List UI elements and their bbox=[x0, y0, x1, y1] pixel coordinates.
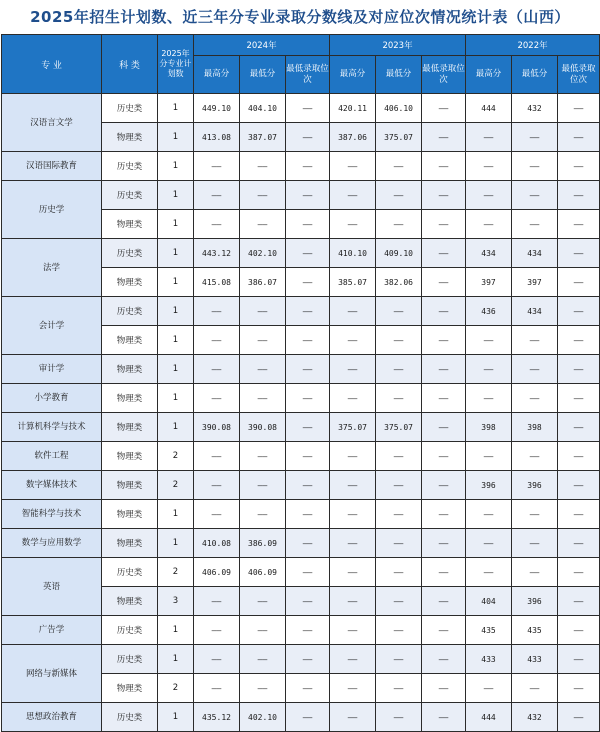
category-cell: 物理类 bbox=[102, 355, 158, 384]
table-row bbox=[2, 471, 600, 500]
table-row bbox=[2, 94, 600, 123]
min-score-cell: —— bbox=[376, 210, 422, 239]
max-score-cell: —— bbox=[330, 181, 376, 210]
page-title: 2025年招生计划数、近三年分专业录取分数线及对应位次情况统计表（山西） bbox=[30, 8, 570, 26]
major-name: 软件工程 bbox=[2, 442, 102, 471]
min-score-cell: 390.08 bbox=[240, 413, 286, 442]
category-cell: 历史类 bbox=[102, 94, 158, 123]
min-rank-cell: —— bbox=[286, 326, 330, 355]
max-score-cell: 434 bbox=[466, 239, 512, 268]
min-score-cell: —— bbox=[376, 297, 422, 326]
max-score-cell: —— bbox=[194, 297, 240, 326]
major-name: 审计学 bbox=[2, 355, 102, 384]
max-score-cell: —— bbox=[330, 616, 376, 645]
min-rank-cell: —— bbox=[286, 181, 330, 210]
min-score-cell: —— bbox=[240, 500, 286, 529]
plan-count-cell: 1 bbox=[158, 616, 194, 645]
plan-count-cell: 1 bbox=[158, 645, 194, 674]
plan-count-cell: 1 bbox=[158, 181, 194, 210]
max-score-cell: 415.08 bbox=[194, 268, 240, 297]
category-cell: 历史类 bbox=[102, 616, 158, 645]
min-rank-cell: —— bbox=[422, 471, 466, 500]
plan-count-cell: 1 bbox=[158, 355, 194, 384]
category-cell: 历史类 bbox=[102, 297, 158, 326]
min-rank-cell: —— bbox=[422, 152, 466, 181]
min-rank-cell: —— bbox=[422, 587, 466, 616]
min-rank-cell: —— bbox=[422, 529, 466, 558]
min-rank-cell: —— bbox=[558, 529, 600, 558]
header-max-score: 最高分 bbox=[330, 56, 376, 94]
max-score-cell: —— bbox=[466, 326, 512, 355]
max-score-cell: 396 bbox=[466, 471, 512, 500]
table-row bbox=[2, 181, 600, 210]
min-rank-cell: —— bbox=[558, 413, 600, 442]
min-rank-cell: —— bbox=[286, 94, 330, 123]
max-score-cell: —— bbox=[330, 442, 376, 471]
table-row bbox=[2, 384, 600, 413]
max-score-cell: —— bbox=[194, 674, 240, 703]
min-rank-cell: —— bbox=[286, 210, 330, 239]
min-rank-cell: —— bbox=[558, 268, 600, 297]
category-cell: 物理类 bbox=[102, 268, 158, 297]
min-score-cell: 432 bbox=[512, 703, 558, 732]
min-rank-cell: —— bbox=[286, 413, 330, 442]
max-score-cell: —— bbox=[330, 587, 376, 616]
major-name: 网络与新媒体 bbox=[2, 645, 102, 703]
max-score-cell: —— bbox=[466, 529, 512, 558]
max-score-cell: —— bbox=[466, 181, 512, 210]
plan-count-cell: 1 bbox=[158, 703, 194, 732]
max-score-cell: 433 bbox=[466, 645, 512, 674]
min-score-cell: 396 bbox=[512, 471, 558, 500]
min-score-cell: —— bbox=[376, 645, 422, 674]
min-rank-cell: —— bbox=[422, 239, 466, 268]
max-score-cell: —— bbox=[330, 645, 376, 674]
min-rank-cell: —— bbox=[558, 500, 600, 529]
category-cell: 历史类 bbox=[102, 152, 158, 181]
min-rank-cell: —— bbox=[286, 471, 330, 500]
min-score-cell: —— bbox=[240, 355, 286, 384]
table-row bbox=[2, 442, 600, 471]
min-rank-cell: —— bbox=[286, 674, 330, 703]
max-score-cell: —— bbox=[466, 384, 512, 413]
max-score-cell: 444 bbox=[466, 703, 512, 732]
min-rank-cell: —— bbox=[422, 297, 466, 326]
min-rank-cell: —— bbox=[558, 587, 600, 616]
major-name: 思想政治教育 bbox=[2, 703, 102, 732]
min-score-cell: —— bbox=[512, 674, 558, 703]
min-score-cell: —— bbox=[240, 442, 286, 471]
min-score-cell: —— bbox=[376, 674, 422, 703]
min-rank-cell: —— bbox=[286, 558, 330, 587]
min-rank-cell: —— bbox=[286, 500, 330, 529]
min-rank-cell: —— bbox=[422, 703, 466, 732]
major-name: 广告学 bbox=[2, 616, 102, 645]
major-name: 计算机科学与技术 bbox=[2, 413, 102, 442]
major-name: 智能科学与技术 bbox=[2, 500, 102, 529]
header-max-score: 最高分 bbox=[194, 56, 240, 94]
max-score-cell: —— bbox=[330, 703, 376, 732]
table-row bbox=[2, 152, 600, 181]
category-cell: 物理类 bbox=[102, 123, 158, 152]
min-rank-cell: —— bbox=[286, 123, 330, 152]
min-score-cell: —— bbox=[240, 587, 286, 616]
plan-count-cell: 2 bbox=[158, 471, 194, 500]
max-score-cell: —— bbox=[330, 326, 376, 355]
max-score-cell: 406.09 bbox=[194, 558, 240, 587]
max-score-cell: —— bbox=[330, 558, 376, 587]
max-score-cell: —— bbox=[330, 152, 376, 181]
category-cell: 物理类 bbox=[102, 674, 158, 703]
category-cell: 历史类 bbox=[102, 558, 158, 587]
min-rank-cell: —— bbox=[422, 442, 466, 471]
category-cell: 历史类 bbox=[102, 703, 158, 732]
min-rank-cell: —— bbox=[286, 645, 330, 674]
major-name: 小学教育 bbox=[2, 384, 102, 413]
min-rank-cell: —— bbox=[558, 123, 600, 152]
header-min-rank: 最低录取位次 bbox=[422, 56, 466, 94]
min-score-cell: —— bbox=[512, 355, 558, 384]
plan-count-cell: 1 bbox=[158, 326, 194, 355]
min-score-cell: 386.07 bbox=[240, 268, 286, 297]
max-score-cell: —— bbox=[466, 674, 512, 703]
table-row bbox=[2, 703, 600, 732]
table-body bbox=[2, 94, 600, 732]
min-score-cell: 396 bbox=[512, 587, 558, 616]
table-row bbox=[2, 297, 600, 326]
min-score-cell: 402.10 bbox=[240, 239, 286, 268]
max-score-cell: —— bbox=[330, 297, 376, 326]
min-score-cell: —— bbox=[512, 558, 558, 587]
max-score-cell: —— bbox=[194, 616, 240, 645]
min-rank-cell: —— bbox=[422, 413, 466, 442]
min-rank-cell: —— bbox=[422, 500, 466, 529]
plan-count-cell: 1 bbox=[158, 500, 194, 529]
min-rank-cell: —— bbox=[422, 268, 466, 297]
plan-count-cell: 1 bbox=[158, 94, 194, 123]
plan-count-cell: 1 bbox=[158, 297, 194, 326]
min-rank-cell: —— bbox=[558, 152, 600, 181]
plan-count-cell: 2 bbox=[158, 674, 194, 703]
min-score-cell: 375.07 bbox=[376, 123, 422, 152]
min-score-cell: —— bbox=[512, 181, 558, 210]
header-min-rank: 最低录取位次 bbox=[558, 56, 600, 94]
max-score-cell: —— bbox=[330, 674, 376, 703]
max-score-cell: 435 bbox=[466, 616, 512, 645]
min-rank-cell: —— bbox=[286, 703, 330, 732]
min-score-cell: —— bbox=[240, 645, 286, 674]
max-score-cell: —— bbox=[466, 558, 512, 587]
min-score-cell: 404.10 bbox=[240, 94, 286, 123]
min-rank-cell: —— bbox=[286, 442, 330, 471]
min-score-cell: 433 bbox=[512, 645, 558, 674]
min-score-cell: —— bbox=[240, 674, 286, 703]
max-score-cell: —— bbox=[330, 210, 376, 239]
min-rank-cell: —— bbox=[286, 384, 330, 413]
max-score-cell: —— bbox=[330, 384, 376, 413]
max-score-cell: 410.10 bbox=[330, 239, 376, 268]
min-rank-cell: —— bbox=[558, 471, 600, 500]
max-score-cell: —— bbox=[194, 384, 240, 413]
major-name: 法学 bbox=[2, 239, 102, 297]
plan-count-cell: 1 bbox=[158, 384, 194, 413]
min-score-cell: —— bbox=[376, 529, 422, 558]
category-cell: 历史类 bbox=[102, 181, 158, 210]
min-score-cell: —— bbox=[240, 297, 286, 326]
min-score-cell: —— bbox=[512, 210, 558, 239]
min-rank-cell: —— bbox=[286, 587, 330, 616]
min-score-cell: 397 bbox=[512, 268, 558, 297]
min-score-cell: 432 bbox=[512, 94, 558, 123]
plan-count-cell: 1 bbox=[158, 529, 194, 558]
min-rank-cell: —— bbox=[558, 297, 600, 326]
min-rank-cell: —— bbox=[558, 181, 600, 210]
min-score-cell: —— bbox=[376, 616, 422, 645]
min-rank-cell: —— bbox=[286, 268, 330, 297]
min-score-cell: 398 bbox=[512, 413, 558, 442]
plan-count-cell: 2 bbox=[158, 442, 194, 471]
max-score-cell: —— bbox=[330, 471, 376, 500]
min-score-cell: —— bbox=[240, 471, 286, 500]
category-cell: 历史类 bbox=[102, 645, 158, 674]
max-score-cell: 449.10 bbox=[194, 94, 240, 123]
min-rank-cell: —— bbox=[558, 703, 600, 732]
min-rank-cell: —— bbox=[422, 384, 466, 413]
max-score-cell: 387.06 bbox=[330, 123, 376, 152]
min-rank-cell: —— bbox=[558, 645, 600, 674]
max-score-cell: 443.12 bbox=[194, 239, 240, 268]
max-score-cell: —— bbox=[194, 355, 240, 384]
min-score-cell: —— bbox=[512, 500, 558, 529]
max-score-cell: —— bbox=[466, 210, 512, 239]
table-row bbox=[2, 500, 600, 529]
min-rank-cell: —— bbox=[422, 674, 466, 703]
min-score-cell: —— bbox=[512, 326, 558, 355]
min-rank-cell: —— bbox=[558, 210, 600, 239]
max-score-cell: —— bbox=[194, 587, 240, 616]
min-score-cell: —— bbox=[512, 529, 558, 558]
min-score-cell: —— bbox=[240, 326, 286, 355]
admission-score-table bbox=[1, 34, 600, 732]
min-score-cell: —— bbox=[376, 471, 422, 500]
max-score-cell: 436 bbox=[466, 297, 512, 326]
min-score-cell: 406.09 bbox=[240, 558, 286, 587]
min-rank-cell: —— bbox=[558, 674, 600, 703]
category-cell: 物理类 bbox=[102, 471, 158, 500]
min-rank-cell: —— bbox=[286, 355, 330, 384]
plan-count-cell: 1 bbox=[158, 413, 194, 442]
min-score-cell: —— bbox=[376, 703, 422, 732]
min-score-cell: —— bbox=[376, 500, 422, 529]
plan-count-cell: 2 bbox=[158, 558, 194, 587]
category-cell: 物理类 bbox=[102, 587, 158, 616]
min-rank-cell: —— bbox=[422, 210, 466, 239]
plan-count-cell: 1 bbox=[158, 152, 194, 181]
header-category: 科 类 bbox=[102, 35, 158, 94]
plan-count-cell: 1 bbox=[158, 268, 194, 297]
table-row bbox=[2, 529, 600, 558]
header-min-score: 最低分 bbox=[512, 56, 558, 94]
max-score-cell: —— bbox=[330, 355, 376, 384]
major-name: 数字媒体技术 bbox=[2, 471, 102, 500]
max-score-cell: 375.07 bbox=[330, 413, 376, 442]
min-score-cell: —— bbox=[376, 326, 422, 355]
major-name: 英语 bbox=[2, 558, 102, 616]
header-max-score: 最高分 bbox=[466, 56, 512, 94]
min-score-cell: 406.10 bbox=[376, 94, 422, 123]
min-score-cell: —— bbox=[240, 181, 286, 210]
min-score-cell: 434 bbox=[512, 297, 558, 326]
max-score-cell: —— bbox=[194, 210, 240, 239]
min-score-cell: 375.07 bbox=[376, 413, 422, 442]
min-rank-cell: —— bbox=[422, 355, 466, 384]
min-rank-cell: —— bbox=[558, 239, 600, 268]
min-score-cell: 434 bbox=[512, 239, 558, 268]
max-score-cell: —— bbox=[194, 326, 240, 355]
plan-count-cell: 1 bbox=[158, 210, 194, 239]
min-rank-cell: —— bbox=[558, 326, 600, 355]
plan-count-cell: 3 bbox=[158, 587, 194, 616]
max-score-cell: 444 bbox=[466, 94, 512, 123]
max-score-cell: —— bbox=[194, 152, 240, 181]
table-row bbox=[2, 355, 600, 384]
max-score-cell: —— bbox=[194, 442, 240, 471]
max-score-cell: 404 bbox=[466, 587, 512, 616]
min-score-cell: 402.10 bbox=[240, 703, 286, 732]
table-row bbox=[2, 413, 600, 442]
min-score-cell: —— bbox=[376, 181, 422, 210]
max-score-cell: —— bbox=[330, 500, 376, 529]
category-cell: 历史类 bbox=[102, 239, 158, 268]
max-score-cell: —— bbox=[194, 500, 240, 529]
min-score-cell: 409.10 bbox=[376, 239, 422, 268]
min-score-cell: —— bbox=[376, 152, 422, 181]
max-score-cell: —— bbox=[466, 500, 512, 529]
table-row bbox=[2, 558, 600, 587]
header-min-score: 最低分 bbox=[376, 56, 422, 94]
category-cell: 物理类 bbox=[102, 413, 158, 442]
min-rank-cell: —— bbox=[558, 94, 600, 123]
min-rank-cell: —— bbox=[422, 326, 466, 355]
max-score-cell: —— bbox=[466, 152, 512, 181]
min-rank-cell: —— bbox=[558, 616, 600, 645]
min-score-cell: —— bbox=[512, 384, 558, 413]
category-cell: 物理类 bbox=[102, 384, 158, 413]
header-year-2022: 2022年 bbox=[466, 35, 600, 56]
max-score-cell: —— bbox=[466, 442, 512, 471]
major-name: 汉语国际教育 bbox=[2, 152, 102, 181]
min-score-cell: —— bbox=[240, 384, 286, 413]
category-cell: 物理类 bbox=[102, 529, 158, 558]
max-score-cell: 397 bbox=[466, 268, 512, 297]
min-score-cell: —— bbox=[512, 123, 558, 152]
min-rank-cell: —— bbox=[422, 616, 466, 645]
min-rank-cell: —— bbox=[286, 616, 330, 645]
category-cell: 物理类 bbox=[102, 326, 158, 355]
max-score-cell: 390.08 bbox=[194, 413, 240, 442]
min-rank-cell: —— bbox=[422, 94, 466, 123]
min-score-cell: —— bbox=[512, 442, 558, 471]
max-score-cell: —— bbox=[194, 181, 240, 210]
header-major: 专 业 bbox=[2, 35, 102, 94]
min-rank-cell: —— bbox=[558, 442, 600, 471]
max-score-cell: —— bbox=[466, 123, 512, 152]
header-plan: 2025年分专业计划数 bbox=[158, 35, 194, 94]
min-rank-cell: —— bbox=[558, 355, 600, 384]
min-score-cell: 387.07 bbox=[240, 123, 286, 152]
min-rank-cell: —— bbox=[422, 645, 466, 674]
min-rank-cell: —— bbox=[558, 558, 600, 587]
min-rank-cell: —— bbox=[286, 152, 330, 181]
max-score-cell: 385.07 bbox=[330, 268, 376, 297]
max-score-cell: 413.08 bbox=[194, 123, 240, 152]
min-score-cell: —— bbox=[376, 442, 422, 471]
min-score-cell: —— bbox=[376, 384, 422, 413]
header-year-2023: 2023年 bbox=[330, 35, 466, 56]
major-name: 数学与应用数学 bbox=[2, 529, 102, 558]
min-rank-cell: —— bbox=[286, 239, 330, 268]
min-score-cell: —— bbox=[240, 210, 286, 239]
category-cell: 物理类 bbox=[102, 210, 158, 239]
min-score-cell: —— bbox=[512, 152, 558, 181]
max-score-cell: 435.12 bbox=[194, 703, 240, 732]
min-score-cell: —— bbox=[240, 152, 286, 181]
min-rank-cell: —— bbox=[422, 558, 466, 587]
category-cell: 物理类 bbox=[102, 500, 158, 529]
max-score-cell: —— bbox=[466, 355, 512, 384]
header-min-rank: 最低录取位次 bbox=[286, 56, 330, 94]
header-min-score: 最低分 bbox=[240, 56, 286, 94]
min-rank-cell: —— bbox=[286, 529, 330, 558]
max-score-cell: 410.08 bbox=[194, 529, 240, 558]
max-score-cell: —— bbox=[194, 645, 240, 674]
plan-count-cell: 1 bbox=[158, 239, 194, 268]
min-score-cell: —— bbox=[376, 355, 422, 384]
max-score-cell: —— bbox=[194, 471, 240, 500]
max-score-cell: 420.11 bbox=[330, 94, 376, 123]
category-cell: 物理类 bbox=[102, 442, 158, 471]
major-name: 汉语言文学 bbox=[2, 94, 102, 152]
max-score-cell: 398 bbox=[466, 413, 512, 442]
min-score-cell: 435 bbox=[512, 616, 558, 645]
table-row bbox=[2, 239, 600, 268]
max-score-cell: —— bbox=[330, 529, 376, 558]
min-rank-cell: —— bbox=[422, 123, 466, 152]
min-rank-cell: —— bbox=[558, 384, 600, 413]
min-rank-cell: —— bbox=[422, 181, 466, 210]
min-score-cell: —— bbox=[376, 558, 422, 587]
plan-count-cell: 1 bbox=[158, 123, 194, 152]
min-score-cell: 382.06 bbox=[376, 268, 422, 297]
major-name: 会计学 bbox=[2, 297, 102, 355]
major-name: 历史学 bbox=[2, 181, 102, 239]
table-row bbox=[2, 616, 600, 645]
min-score-cell: —— bbox=[240, 616, 286, 645]
min-rank-cell: —— bbox=[286, 297, 330, 326]
header-year-2024: 2024年 bbox=[194, 35, 330, 56]
min-score-cell: —— bbox=[376, 587, 422, 616]
min-score-cell: 386.09 bbox=[240, 529, 286, 558]
table-row bbox=[2, 645, 600, 674]
